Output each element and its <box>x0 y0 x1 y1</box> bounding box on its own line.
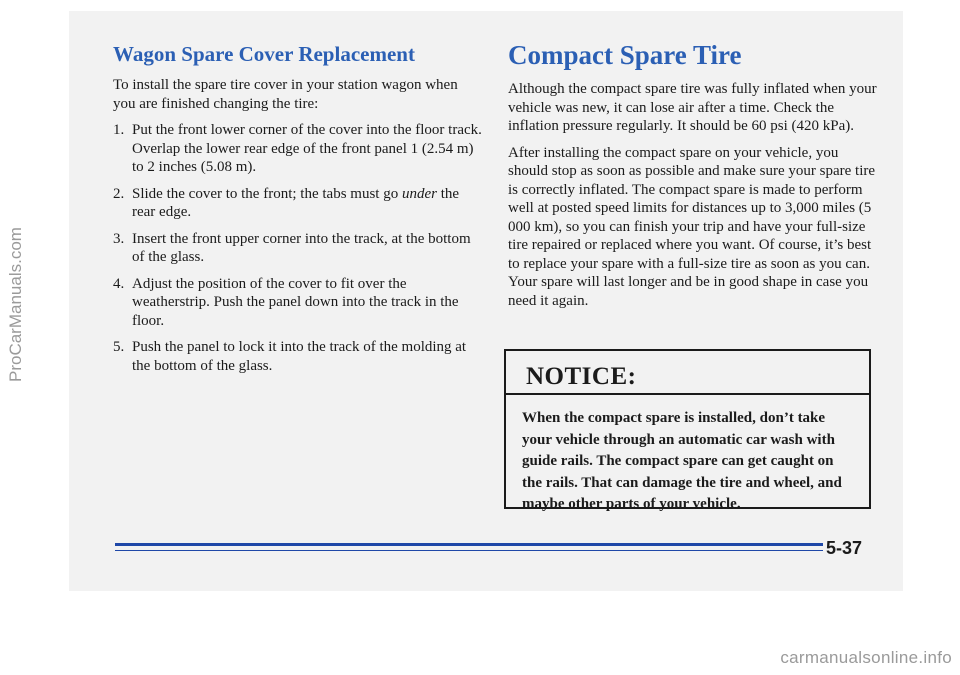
site-footer-link[interactable]: carmanualsonline.info <box>780 648 952 667</box>
wagon-cover-heading: Wagon Spare Cover Replacement <box>113 42 415 66</box>
notice-box <box>504 349 871 512</box>
compact-spare-heading: Compact Spare Tire <box>508 40 742 70</box>
step-3: 3. Insert the front upper corner into the track, at the bottom of the glass. <box>113 230 471 265</box>
step-4: 4. Adjust the position of the cover to fit over the weatherstrip. Push the panel down into the track in the floor. <box>113 275 459 329</box>
page-number: 5-37 <box>826 538 863 558</box>
left-column <box>113 42 483 383</box>
step-5: 5. Push the panel to lock it into the track of the molding at the bottom of the glass. <box>113 339 467 374</box>
notice-heading: NOTICE: <box>506 351 869 395</box>
step-2-emphasis: under <box>401 185 437 202</box>
right-column <box>508 42 878 318</box>
step-2: 2. Slide the cover to the front; the tabs must go under the rear edge. <box>113 185 460 220</box>
footer-rule-thin <box>115 550 823 551</box>
footer-rule-thick <box>115 543 823 546</box>
wagon-cover-steps <box>113 121 483 375</box>
notice-body: When the compact spare is installed, don’t take your vehicle through an automatic car wash with guide rails. The compact spare can get caught on the rails. That can damage the tire and wheel, and maybe other parts of your vehicle. <box>522 410 842 512</box>
step-1: 1. Put the front lower corner of the cover into the floor track. Overlap the lower rear edge of the front panel 1 (2.54 m) to 2 inches (5.08 m). <box>113 122 482 175</box>
wagon-cover-intro: To install the spare tire cover in your station wagon when you are finished changing the tire: <box>113 77 458 112</box>
compact-spare-para-1: Although the compact spare tire was fully inflated when your vehicle was new, it can lose air after a time. Check the inflation pressure regularly. It should be 60 psi (420 kPa). <box>508 81 877 134</box>
compact-spare-para-2: After installing the compact spare on your vehicle, you should stop as soon as possible and make sure your spare tire is correctly inflated. The compact spare is made to perform well at posted speed limits for distances up to 3,000 miles (5 000 km), so you can finish your trip and have your full-size tire repaired or replaced where you want. Of course, it’s best to replace your spare with a full-size tire as soon as you can. Your spare will last longer and be in good shape in case you need it again. <box>508 144 876 309</box>
